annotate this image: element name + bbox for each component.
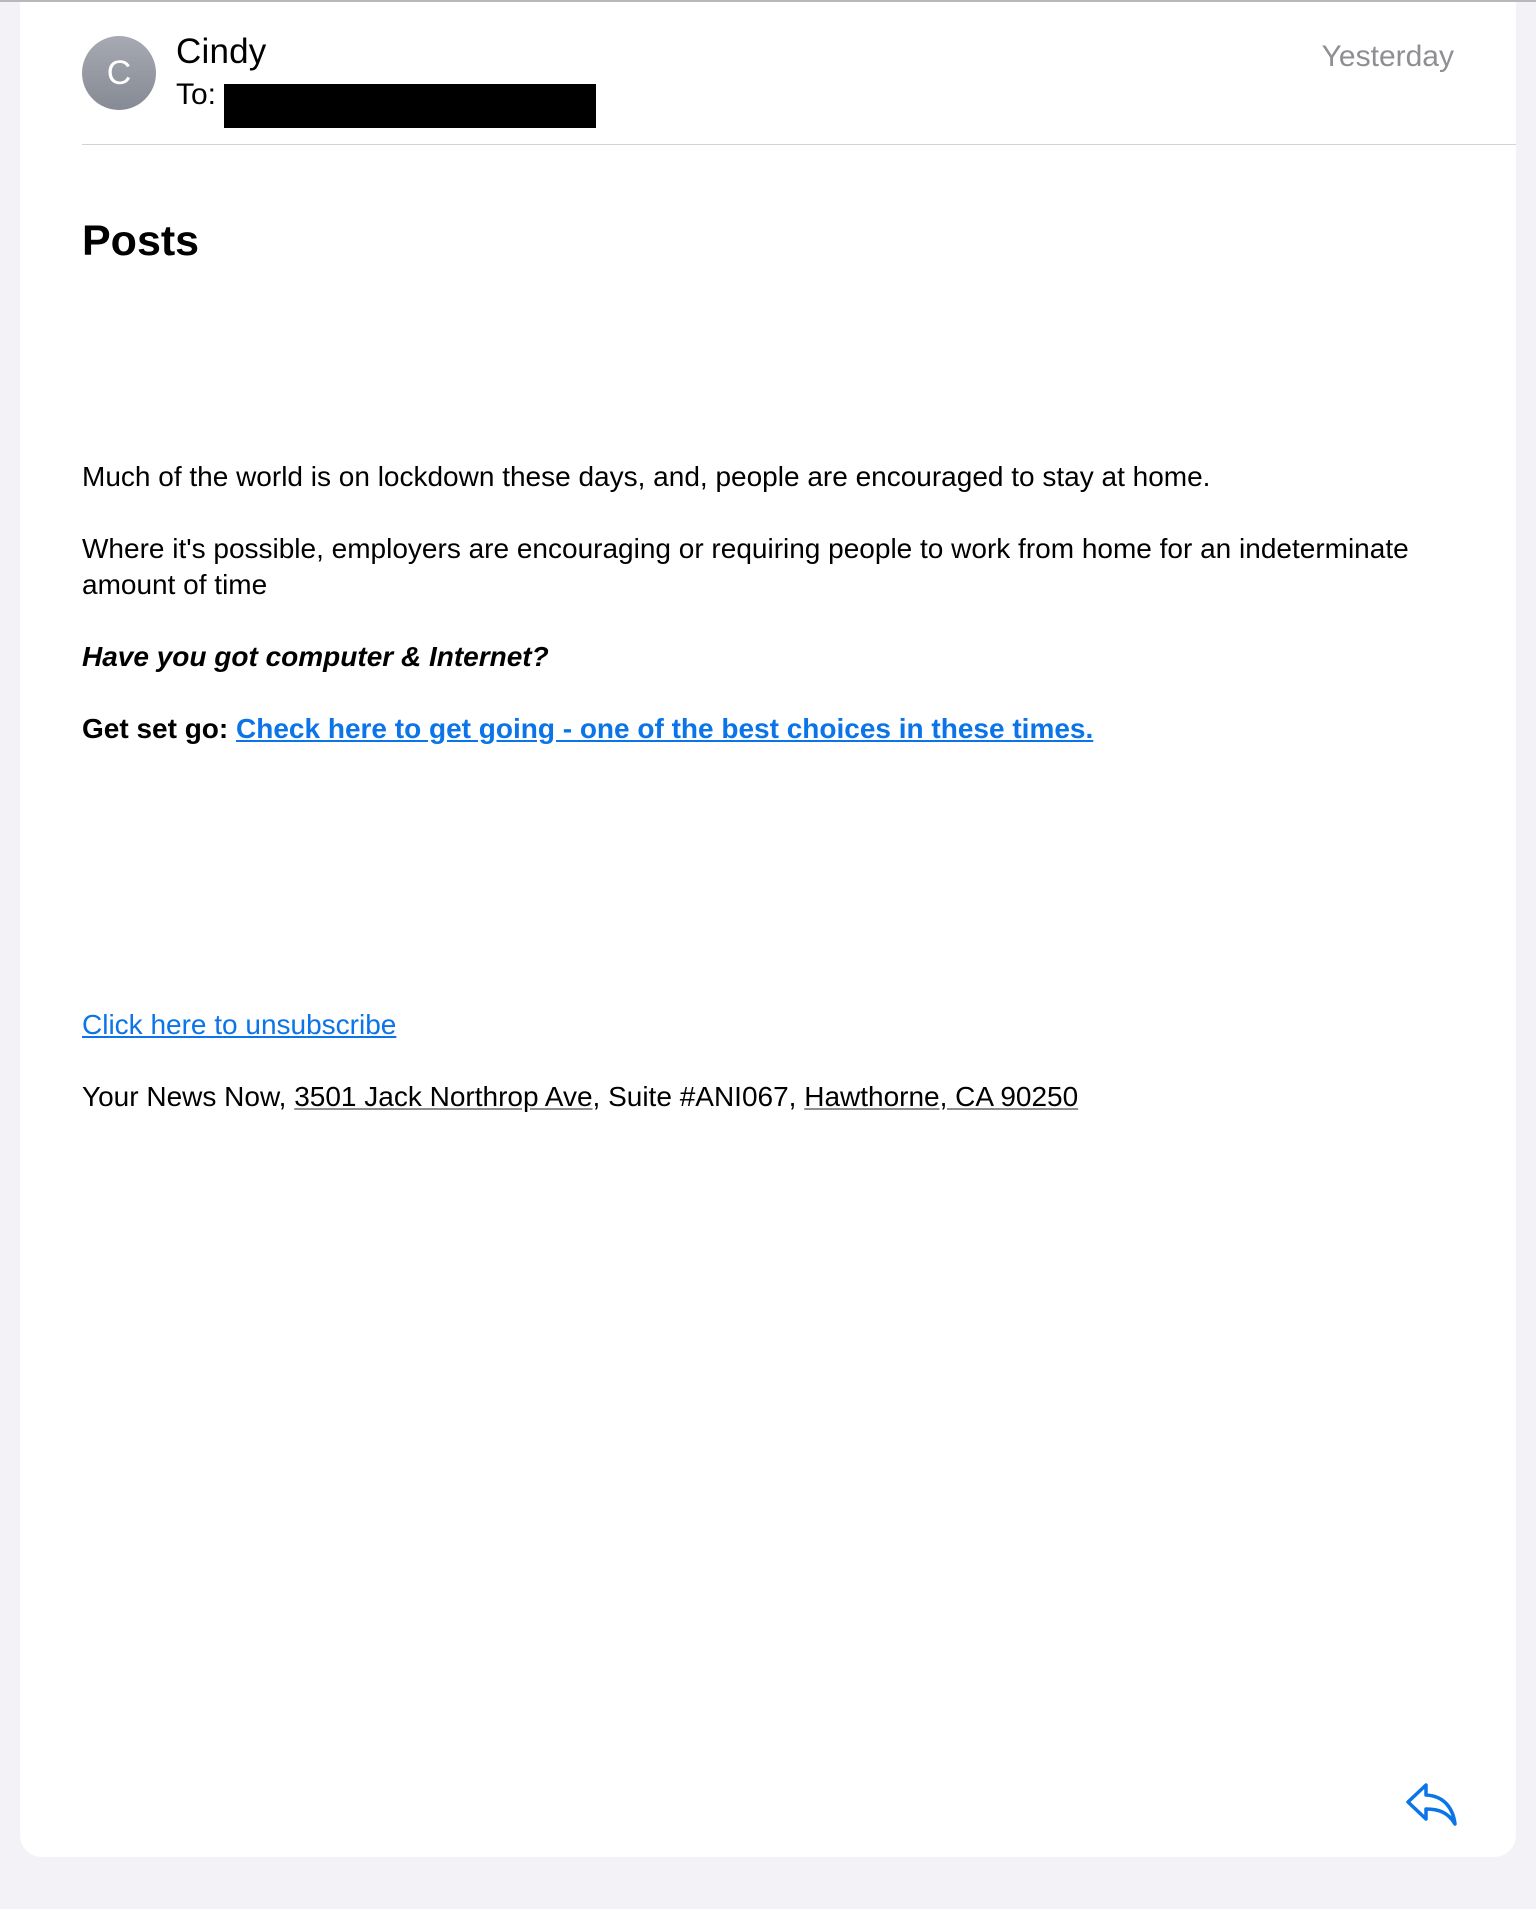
reply-arrow-icon[interactable] bbox=[1404, 1780, 1458, 1828]
get-set-go-label: Get set go: bbox=[82, 713, 229, 744]
unsubscribe-link[interactable]: Click here to unsubscribe bbox=[82, 1009, 397, 1040]
footer-address bbox=[82, 1079, 1462, 1115]
email-title: Posts bbox=[82, 217, 200, 265]
redacted-recipient bbox=[224, 84, 596, 128]
header-divider bbox=[82, 144, 1516, 145]
paragraph-work-from-home: Where it's possible, employers are encouraging or requiring people to work from home for an indeterminate amount of time bbox=[82, 533, 1409, 600]
paragraph-get-set-go bbox=[82, 711, 1462, 747]
message-date: Yesterday bbox=[1321, 40, 1454, 73]
sender-name[interactable]: Cindy bbox=[176, 32, 267, 71]
unsubscribe-paragraph bbox=[82, 1007, 1462, 1043]
avatar-initial: C bbox=[106, 53, 132, 92]
sender-avatar[interactable] bbox=[82, 36, 156, 110]
paragraph-question: Have you got computer & Internet? bbox=[82, 641, 549, 672]
email-message-card bbox=[20, 2, 1516, 1857]
email-header bbox=[20, 2, 1516, 144]
recipient-row bbox=[176, 78, 596, 128]
footer-street-link[interactable]: 3501 Jack Northrop Ave bbox=[294, 1081, 593, 1112]
paragraph-lockdown: Much of the world is on lockdown these days, and, people are encouraged to stay at home. bbox=[82, 461, 1211, 492]
footer-city-link[interactable]: Hawthorne, CA 90250 bbox=[804, 1081, 1079, 1112]
get-going-link[interactable]: Check here to get going - one of the best choices in these times. bbox=[236, 713, 1094, 744]
footer-company: Your News Now, bbox=[82, 1081, 287, 1112]
to-label: To: bbox=[176, 78, 217, 111]
footer-suite: , Suite #ANI067, bbox=[592, 1081, 797, 1112]
